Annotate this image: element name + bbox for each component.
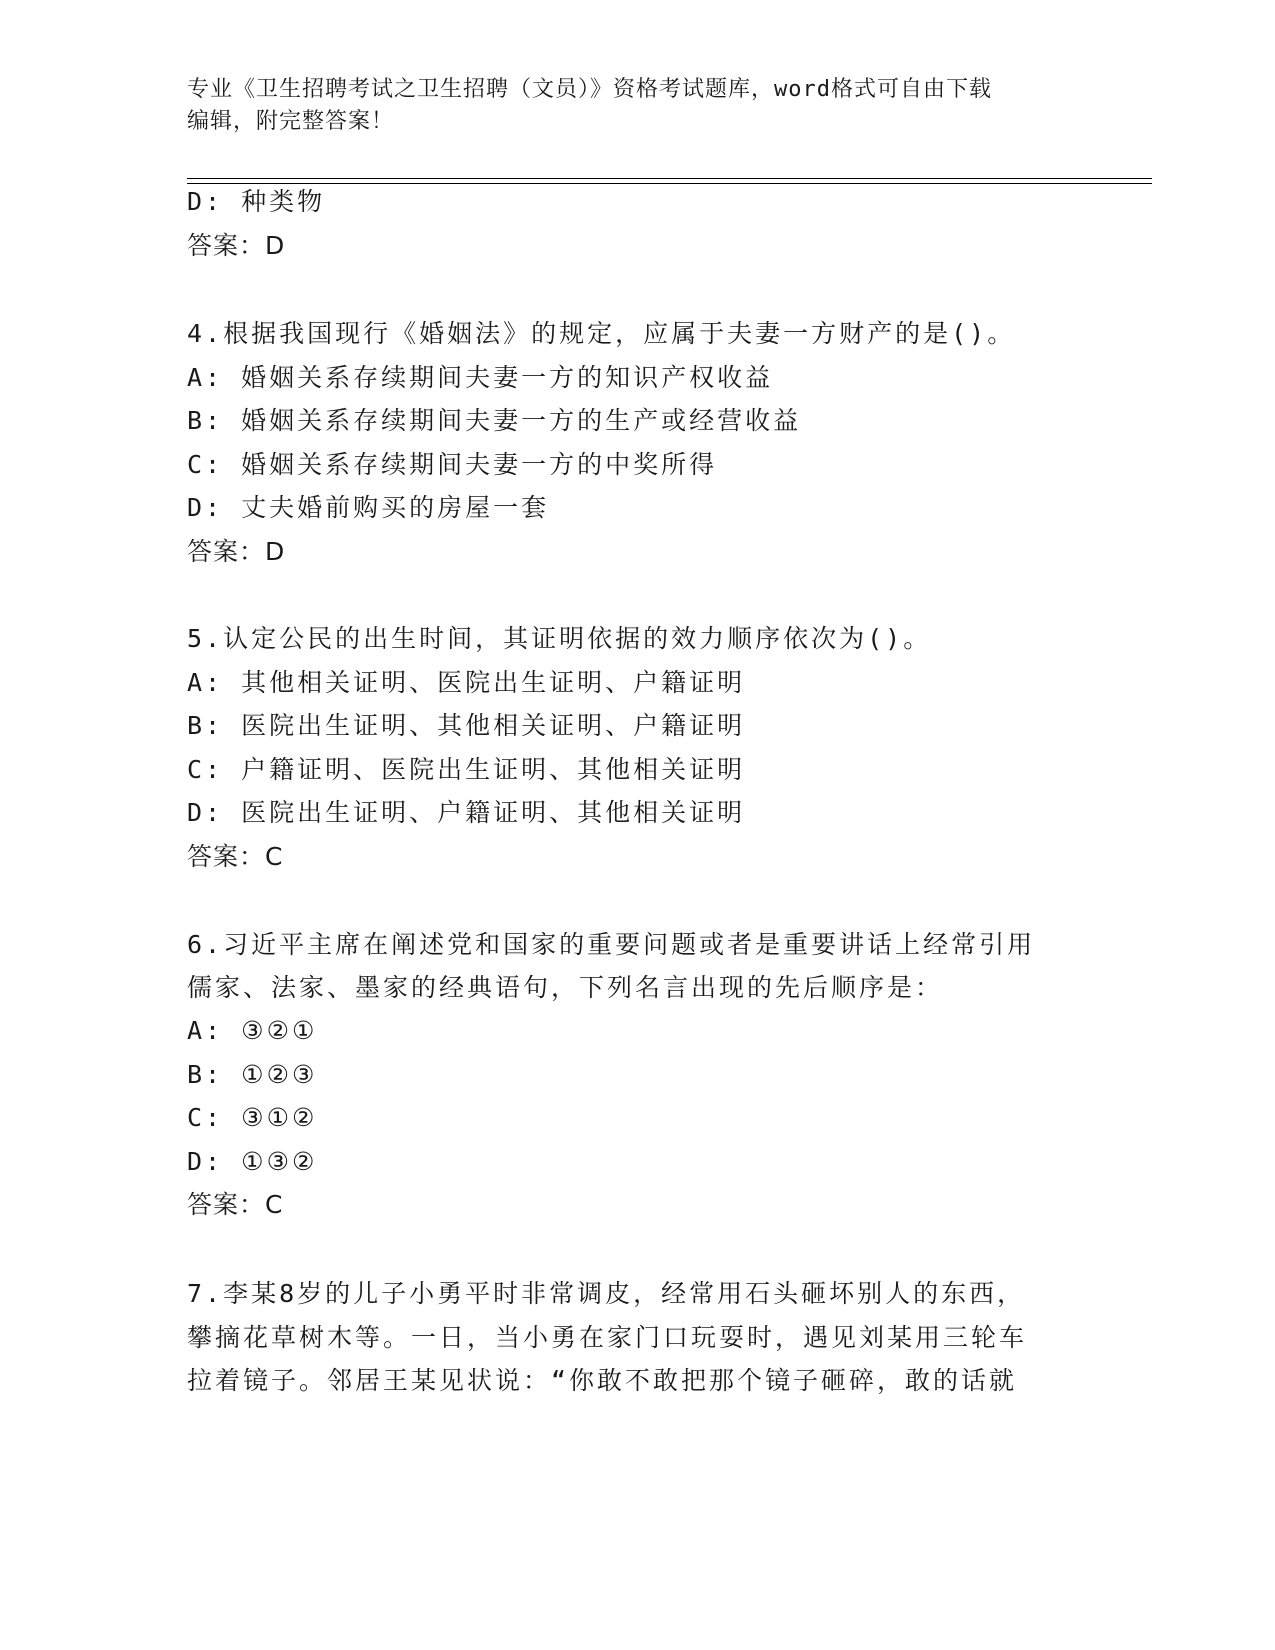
q6-answer: 答案：C xyxy=(187,1190,284,1219)
q4-option-d: D: 丈夫婚前购买的房屋一套 xyxy=(187,493,550,522)
q6-stem-line-1: 6.习近平主席在阐述党和国家的重要问题或者是重要讲话上经常引用 xyxy=(187,930,1036,959)
prev-option-d: D: 种类物 xyxy=(187,187,326,216)
q4-option-c: C: 婚姻关系存续期间夫妻一方的中奖所得 xyxy=(187,450,718,479)
q6-option-d: D: ①③② xyxy=(187,1147,318,1176)
q4-stem: 4.根据我国现行《婚姻法》的规定，应属于夫妻一方财产的是()。 xyxy=(187,319,1016,348)
q5-option-a: A: 其他相关证明、医院出生证明、户籍证明 xyxy=(187,668,746,697)
q4-option-a: A: 婚姻关系存续期间夫妻一方的知识产权收益 xyxy=(187,363,774,392)
q6-option-b: B: ①②③ xyxy=(187,1060,318,1089)
header-divider-top xyxy=(187,178,1152,179)
document-header xyxy=(187,74,1087,138)
q5-stem: 5.认定公民的出生时间，其证明依据的效力顺序依次为()。 xyxy=(187,624,932,653)
q5-answer: 答案：C xyxy=(187,842,284,871)
q5-option-b: B: 医院出生证明、其他相关证明、户籍证明 xyxy=(187,711,746,740)
q7-stem-line-2: 攀摘花草树木等。一日，当小勇在家门口玩耍时，遇见刘某用三轮车 xyxy=(187,1323,1028,1352)
header-line-2: 编辑，附完整答案！ xyxy=(187,109,395,134)
q6-option-a: A: ③②① xyxy=(187,1016,318,1045)
q4-option-b: B: 婚姻关系存续期间夫妻一方的生产或经营收益 xyxy=(187,406,802,435)
q6-stem-line-2: 儒家、法家、墨家的经典语句，下列名言出现的先后顺序是： xyxy=(187,973,944,1002)
q4-answer: 答案：D xyxy=(187,537,286,566)
header-line-1: 专业《卫生招聘考试之卫生招聘（文员）》资格考试题库，word格式可自由下载 xyxy=(187,77,992,102)
prev-answer: 答案：D xyxy=(187,231,286,260)
q6-option-c: C: ③①② xyxy=(187,1103,318,1132)
q7-stem-line-1: 7.李某8岁的儿子小勇平时非常调皮，经常用石头砸坏别人的东西， xyxy=(187,1279,1026,1308)
header-divider-bottom xyxy=(187,183,1152,184)
q7-stem-line-3: 拉着镜子。邻居王某见状说：“你敢不敢把那个镜子砸碎，敢的话就 xyxy=(187,1366,1018,1395)
q5-option-d: D: 医院出生证明、户籍证明、其他相关证明 xyxy=(187,798,746,827)
q5-option-c: C: 户籍证明、医院出生证明、其他相关证明 xyxy=(187,755,746,784)
